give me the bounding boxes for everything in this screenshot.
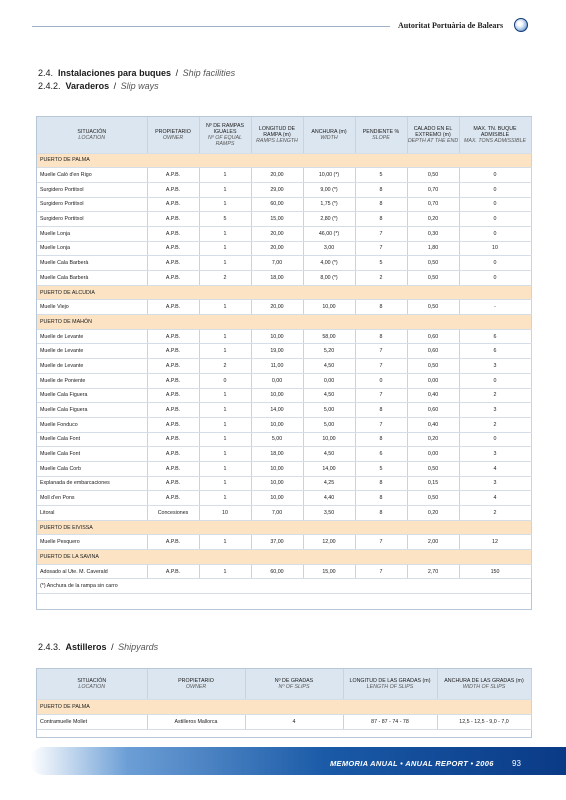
table-cell: 2 [199,271,251,286]
table-cell: 3 [459,359,531,374]
table-cell: A.P.B. [147,168,199,183]
table-cell: 20,00 [251,226,303,241]
table-cell: 0,60 [407,403,459,418]
footer-report-title: MEMORIA ANUAL • ANUAL REPORT • 2006 [330,759,494,768]
table-cell: - [459,300,531,315]
column-header [199,117,251,153]
table-cell: 0,00 [251,373,303,388]
port-group-label: PUERTO DE LA SAVINA [37,550,531,565]
table-cell: Muelle Caló d'en Rigo [37,168,147,183]
table-row [37,212,531,227]
column-header-en: WIDTH [320,134,338,141]
table-cell: 0,50 [407,359,459,374]
table-cell: A.P.B. [147,476,199,491]
table-cell: 1 [199,197,251,212]
table-cell: 1 [199,388,251,403]
table-row [37,388,531,403]
table-cell: 4,00 (*) [303,256,355,271]
table-cell: 0 [199,373,251,388]
table-cell: 6 [459,344,531,359]
table-cell: A.P.B. [147,344,199,359]
column-header-es: ANCHURA (m) [311,128,347,135]
table-cell: Muelle Cala Figuera [37,388,147,403]
table-cell: Contramuelle Mollet [37,714,147,729]
table-cell: 10,00 [251,461,303,476]
table-cell: 1 [199,461,251,476]
column-header-es: PROPIETARIO [178,677,214,684]
table-cell: Muelle Viejo [37,300,147,315]
table-cell: 1 [199,403,251,418]
table-cell: A.P.B. [147,226,199,241]
table-cell: 2 [355,271,407,286]
table-row [37,182,531,197]
table-cell: Moll d'en Pons [37,491,147,506]
table-cell: A.P.B. [147,388,199,403]
table-cell: 4,25 [303,476,355,491]
port-group-label: PUERTO DE MAHÓN [37,315,531,330]
table-cell: 14,00 [251,403,303,418]
table-cell: 3 [459,476,531,491]
column-header-en: WIDTH OF SLIPS [462,683,506,690]
table-cell: 4,50 [303,359,355,374]
table-cell: 58,00 [303,329,355,344]
table-cell: 1 [199,564,251,579]
header-row [37,117,531,153]
column-header-en: OWNER [162,134,184,141]
table-cell: 29,00 [251,182,303,197]
table-cell: 0,15 [407,476,459,491]
table-cell: 2,00 [407,535,459,550]
table-cell: 15,00 [251,212,303,227]
table-cell: 8,00 (*) [303,271,355,286]
table-cell: 2 [199,359,251,374]
column-header-es: Nº DE RAMPAS IGUALES [205,122,245,135]
column-header-en: Nº OF SLIPS [278,683,310,690]
column-header [147,117,199,153]
table-cell: Muelle de Poniente [37,373,147,388]
header-row [37,669,531,699]
table-cell: A.P.B. [147,564,199,579]
table-cell: Muelle de Levante [37,329,147,344]
port-group-label: PUERTO DE EIVISSA [37,520,531,535]
port-group-row [37,153,531,168]
table-cell: Muelle Pesquero [37,535,147,550]
table-cell: 5,00 [303,417,355,432]
table-row [37,432,531,447]
table-row [37,417,531,432]
table-row [37,461,531,476]
table-cell: 7,00 [251,256,303,271]
table-cell: Concesiones [147,506,199,521]
table-cell: 7,00 [251,506,303,521]
table-cell: 7 [355,226,407,241]
table-row [37,359,531,374]
table-cell: 14,00 [303,461,355,476]
table-cell: 8 [355,432,407,447]
table-row [37,226,531,241]
table-cell: 0 [459,226,531,241]
table-footnote: (*) Anchura de la rampa sin carro [37,579,531,594]
table-cell: 15,00 [303,564,355,579]
table-cell: 4,40 [303,491,355,506]
column-header-es: LONGITUD DE LAS GRADAS (m) [349,677,431,684]
table-cell: 1 [199,168,251,183]
column-header [245,669,343,699]
table-row [37,506,531,521]
table-cell: 4,50 [303,388,355,403]
column-header [147,669,245,699]
table-cell: A.P.B. [147,197,199,212]
table-row [37,535,531,550]
table-cell: 5 [355,168,407,183]
table-cell: 0,70 [407,182,459,197]
table-cell: 0 [459,197,531,212]
table-cell: 3,50 [303,506,355,521]
table-cell: Muelle Lonja [37,241,147,256]
table-row [37,168,531,183]
table-cell: 1 [199,491,251,506]
table-cell: 0,00 [303,373,355,388]
table-row [37,329,531,344]
column-header-es: LONGITUD DE RAMPA (m) [258,125,296,138]
table-cell: Muelle Cala Barberà [37,271,147,286]
table-cell: A.P.B. [147,300,199,315]
port-group-label: PUERTO DE ALCUDIA [37,285,531,300]
table-row [37,491,531,506]
table-cell: Astilleros Mallorca [147,714,245,729]
table-cell: 0,50 [407,300,459,315]
table-cell: 1 [199,226,251,241]
table-cell: 18,00 [251,447,303,462]
table-cell: A.P.B. [147,447,199,462]
table-cell: 0,30 [407,226,459,241]
shipyards-table-frame [36,668,532,738]
column-header [459,117,531,153]
table-cell: 1 [199,329,251,344]
table-cell: 6 [459,329,531,344]
slipways-table [37,117,532,594]
column-header-es: SITUACIÓN [77,677,107,684]
table-cell: 10,00 [251,329,303,344]
table-cell: 8 [355,329,407,344]
table-cell: A.P.B. [147,432,199,447]
table-cell: 1 [199,535,251,550]
table-cell: 8 [355,491,407,506]
table-cell: 7 [355,417,407,432]
table-cell: 1,75 (*) [303,197,355,212]
table-cell: 7 [355,535,407,550]
table-row [37,447,531,462]
table-cell: 19,00 [251,344,303,359]
table-cell: 4 [459,491,531,506]
table-cell: 0,40 [407,417,459,432]
table-cell: 20,00 [251,241,303,256]
table-note-row [37,579,531,594]
port-group-row [37,285,531,300]
column-header-es: Nº DE GRADAS [274,677,314,684]
table-cell: 0,60 [407,344,459,359]
column-header-es: MAX. TN. BUQUE ADMISIBLE [473,125,517,138]
column-header-en: LOCATION [78,683,106,690]
table-row [37,403,531,418]
column-header [303,117,355,153]
table-cell: Adosado al Ute. M. Caverald [37,564,147,579]
table-cell: 0,20 [407,432,459,447]
column-header-en: MAX. TONS ADMISSIBLE [463,137,527,144]
table-cell: 0,50 [407,271,459,286]
column-header-es: PENDIENTE % [362,128,400,135]
table-cell: 0 [459,271,531,286]
table-cell: 8 [355,403,407,418]
column-header-en: SLOPE [372,134,390,141]
port-group-row [37,699,531,714]
table-cell: 150 [459,564,531,579]
table-cell: 10,00 (*) [303,168,355,183]
table-cell: 1 [199,432,251,447]
table-cell: 4 [245,714,343,729]
table-cell: Muelle Cala Figuera [37,403,147,418]
column-header [343,669,437,699]
table-cell: 0,40 [407,388,459,403]
table-cell: 3,00 [303,241,355,256]
table-row [37,564,531,579]
table-cell: Muelle de Levante [37,359,147,374]
section-title-shipyards: 2.4.3. Astilleros / Shipyards [38,642,159,652]
table-row [37,197,531,212]
column-header-es: SITUACIÓN [77,128,107,135]
table-cell: 3 [459,447,531,462]
column-header-es: CALADO EN EL EXTREMO (m) [413,125,453,138]
table-cell: A.P.B. [147,403,199,418]
table-cell: 0,50 [407,256,459,271]
header-title: Autoritat Portuària de Balears [398,21,504,30]
table-cell: Surgidero Portitxol [37,212,147,227]
table-cell: 0,20 [407,212,459,227]
column-header [37,117,147,153]
table-cell: 8 [355,182,407,197]
table-cell: 7 [355,344,407,359]
table-cell: Muelle Lonja [37,226,147,241]
table-cell: 0,50 [407,168,459,183]
table-cell: 2,80 (*) [303,212,355,227]
column-header [355,117,407,153]
table-cell: 10 [459,241,531,256]
table-cell: 4,50 [303,447,355,462]
table-cell: 1 [199,476,251,491]
column-header-en: LENGTH OF SLIPS [366,683,414,690]
table-cell: 87 - 87 - 74 - 78 [343,714,437,729]
table-cell: 2 [459,506,531,521]
table-cell: 0 [355,373,407,388]
table-cell: Muelle Cala Barberà [37,256,147,271]
table-cell: 10,00 [251,417,303,432]
table-cell: 37,00 [251,535,303,550]
table-cell: 1 [199,417,251,432]
table-cell: 8 [355,506,407,521]
table-cell: 10,00 [303,432,355,447]
table-cell: 3 [459,403,531,418]
table-cell: 1,80 [407,241,459,256]
table-cell: 9,00 (*) [303,182,355,197]
page-header [0,0,566,40]
table-cell: 0,50 [407,461,459,476]
table-cell: A.P.B. [147,256,199,271]
table-cell: 60,00 [251,197,303,212]
table-row [37,256,531,271]
table-cell: 0,70 [407,197,459,212]
table-cell: 8 [355,300,407,315]
table-cell: 2 [459,388,531,403]
table-cell: Muelle Cala Font [37,432,147,447]
port-group-row [37,315,531,330]
table-cell: 8 [355,476,407,491]
table-cell: 0,60 [407,329,459,344]
table-cell: 6 [355,447,407,462]
table-row [37,300,531,315]
table-cell: Explanada de embarcaciones [37,476,147,491]
table-cell: 2,70 [407,564,459,579]
table-cell: A.P.B. [147,271,199,286]
table-cell: 0 [459,432,531,447]
port-group-label: PUERTO DE PALMA [37,153,531,168]
table-cell: 5,00 [303,403,355,418]
table-cell: A.P.B. [147,373,199,388]
section-title-ship-facilities: 2.4. Instalaciones para buques / Ship facilities [38,68,236,78]
table-cell: 12 [459,535,531,550]
port-group-row [37,520,531,535]
table-cell: 10 [199,506,251,521]
table-cell: 20,00 [251,300,303,315]
table-row [37,714,531,729]
table-cell: 0 [459,373,531,388]
table-row [37,476,531,491]
table-cell: 10,00 [251,491,303,506]
column-header-es: ANCHURA DE LAS GRADAS (m) [444,677,524,684]
column-header [437,669,531,699]
table-cell: 60,00 [251,564,303,579]
table-cell: 0 [459,256,531,271]
table-row [37,271,531,286]
port-group-label: PUERTO DE PALMA [37,699,531,714]
table-cell: 10,00 [251,388,303,403]
table-cell: Muelle Cala Corb [37,461,147,476]
shipyards-table [37,669,532,730]
table-cell: 2 [459,417,531,432]
table-cell: 20,00 [251,168,303,183]
table-cell: 7 [355,241,407,256]
table-cell: 12,00 [303,535,355,550]
table-cell: A.P.B. [147,417,199,432]
column-header [251,117,303,153]
table-cell: 10,00 [251,476,303,491]
table-cell: 0,50 [407,491,459,506]
table-row [37,241,531,256]
table-cell: 12,5 - 12,5 - 9,0 - 7,0 [437,714,531,729]
table-cell: Surgidero Portitxol [37,182,147,197]
column-header [37,669,147,699]
table-cell: 5 [199,212,251,227]
column-header-es: PROPIETARIO [155,128,191,135]
header-rule [32,26,390,27]
table-cell: 1 [199,182,251,197]
column-header-en: DEPTH AT THE END [407,137,459,144]
table-cell: Surgidero Portitxol [37,197,147,212]
table-cell: 8 [355,212,407,227]
table-cell: 0,20 [407,506,459,521]
table-cell: 4 [459,461,531,476]
table-cell: 8 [355,197,407,212]
table-cell: 0 [459,182,531,197]
table-cell: 0,00 [407,447,459,462]
section-title-slip-ways: 2.4.2. Varaderos / Slip ways [38,81,159,91]
table-cell: 7 [355,359,407,374]
table-cell: A.P.B. [147,329,199,344]
table-cell: 7 [355,564,407,579]
table-cell: 5 [355,256,407,271]
column-header-en: RAMPS LENGTH [256,137,298,144]
table-cell: 0 [459,168,531,183]
table-cell: 1 [199,300,251,315]
table-cell: 10,00 [303,300,355,315]
table-cell: A.P.B. [147,212,199,227]
table-cell: 0 [459,212,531,227]
table-cell: Muelle Fonduco [37,417,147,432]
table-row [37,344,531,359]
table-cell: A.P.B. [147,535,199,550]
table-cell: A.P.B. [147,491,199,506]
page-number: 93 [512,759,521,768]
table-cell: A.P.B. [147,241,199,256]
table-cell: A.P.B. [147,359,199,374]
table-cell: 0,00 [407,373,459,388]
table-cell: 5,00 [251,432,303,447]
table-cell: 46,00 (*) [303,226,355,241]
table-cell: A.P.B. [147,182,199,197]
table-cell: 5 [355,461,407,476]
column-header-en: LOCATION [78,134,106,141]
table-cell: Muelle de Levante [37,344,147,359]
table-row [37,373,531,388]
column-header-en: Nº OF EQUAL RAMPS [208,134,242,147]
port-authority-logo-icon [514,18,528,32]
table-cell: 7 [355,388,407,403]
table-cell: 5,20 [303,344,355,359]
table-cell: A.P.B. [147,461,199,476]
table-cell: 1 [199,344,251,359]
table-cell: 18,00 [251,271,303,286]
column-header [407,117,459,153]
table-cell: Litoral [37,506,147,521]
table-cell: 1 [199,256,251,271]
column-header-en: OWNER [185,683,207,690]
table-cell: Muelle Cala Font [37,447,147,462]
table-cell: 11,00 [251,359,303,374]
port-group-row [37,550,531,565]
table-cell: 1 [199,241,251,256]
slipways-table-frame [36,116,532,610]
table-cell: 1 [199,447,251,462]
